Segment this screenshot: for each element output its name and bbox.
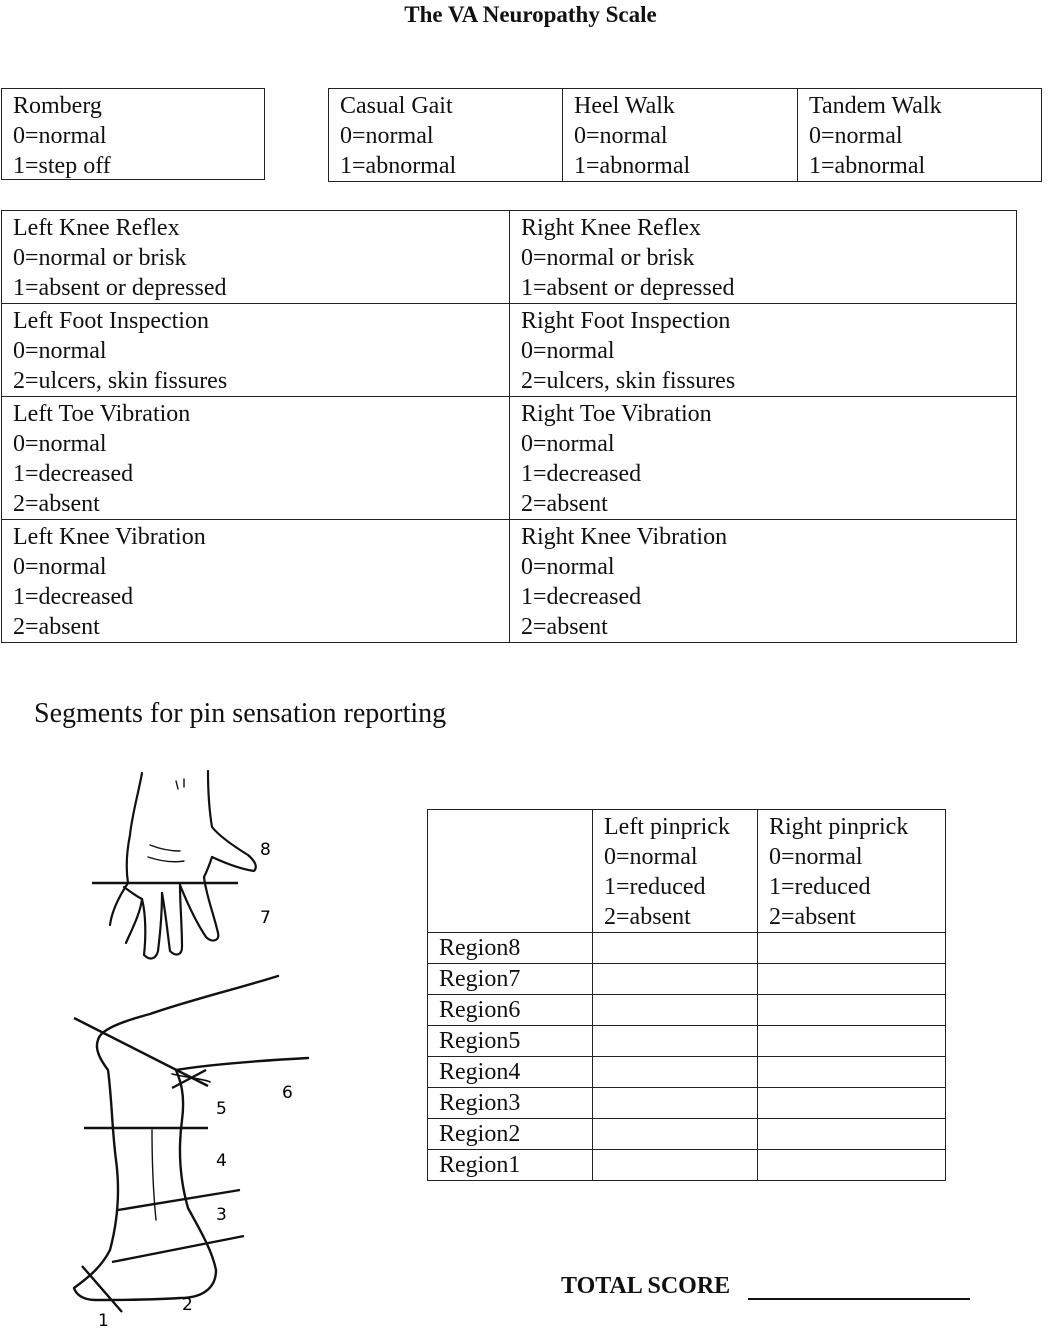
page-title: The VA Neuropathy Scale: [404, 2, 657, 27]
region-label: Region5: [428, 1026, 593, 1057]
item-option: 1=decreased: [13, 584, 134, 610]
left-pinprick-score-cell[interactable]: [593, 1088, 758, 1119]
romberg-option: 1=step off: [13, 153, 111, 179]
item-title: Right pinprick: [769, 814, 909, 840]
region-label: Region7: [428, 964, 593, 995]
leg-segment-label: 1: [98, 1311, 109, 1331]
table-row: [428, 1057, 946, 1088]
left-pinprick-score-cell[interactable]: [593, 964, 758, 995]
item-title: Left pinprick: [604, 814, 730, 840]
right-pinprick-score-cell[interactable]: [758, 1119, 946, 1150]
leg-segment-label: 6: [282, 1083, 293, 1103]
hand-segment-figure: [80, 765, 300, 965]
left-toe-vibration-cell: [2, 397, 510, 520]
pinprick-header-blank: [428, 810, 593, 933]
table-row: [428, 1026, 946, 1057]
item-title: Right Knee Vibration: [521, 524, 728, 550]
hand-segment-label: 8: [260, 840, 271, 860]
item-option: 1=decreased: [13, 461, 134, 487]
item-option: 2=absent: [521, 614, 608, 640]
region-label: Region6: [428, 995, 593, 1026]
table-row: [428, 1119, 946, 1150]
item-option: 0=normal: [13, 554, 107, 580]
right-foot-inspection-cell: [510, 304, 1017, 397]
left-knee-vibration-cell: [2, 520, 510, 643]
table-row: [428, 964, 946, 995]
table-row: [428, 1150, 946, 1181]
left-pinprick-score-cell[interactable]: [593, 1057, 758, 1088]
right-pinprick-score-cell[interactable]: [758, 964, 946, 995]
item-option: 0=normal: [13, 431, 107, 457]
item-option: 0=normal: [809, 123, 903, 149]
leg-segment-label: 2: [182, 1295, 193, 1315]
item-option: 0=normal: [521, 431, 615, 457]
item-option: 0=normal or brisk: [13, 245, 187, 271]
item-title: Right Knee Reflex: [521, 215, 701, 241]
left-pinprick-score-cell[interactable]: [593, 995, 758, 1026]
right-pinprick-score-cell[interactable]: [758, 933, 946, 964]
item-option: 2=absent: [521, 491, 608, 517]
left-foot-inspection-cell: [2, 304, 510, 397]
right-knee-reflex-cell: [510, 211, 1017, 304]
table-row: [428, 933, 946, 964]
item-option: 1=reduced: [769, 874, 871, 900]
table-row: [428, 1088, 946, 1119]
item-option: 0=normal: [574, 123, 668, 149]
romberg-title: Romberg: [13, 93, 102, 119]
casual-gait-cell: [329, 89, 563, 182]
item-option: 1=decreased: [521, 461, 642, 487]
region-label: Region3: [428, 1088, 593, 1119]
item-option: 1=decreased: [521, 584, 642, 610]
right-pinprick-score-cell[interactable]: [758, 1057, 946, 1088]
item-option: 1=absent or depressed: [521, 275, 735, 301]
hand-segment-label: 7: [260, 908, 271, 928]
item-option: 2=absent: [769, 904, 856, 930]
item-title: Right Foot Inspection: [521, 308, 731, 334]
tandem-walk-cell: [798, 89, 1042, 182]
item-option: 2=absent: [13, 491, 100, 517]
left-knee-reflex-cell: [2, 211, 510, 304]
romberg-box: [1, 88, 265, 180]
gait-table: [328, 88, 1042, 182]
item-option: 0=normal: [340, 123, 434, 149]
item-option: 2=absent: [13, 614, 100, 640]
item-title: Left Knee Reflex: [13, 215, 180, 241]
region-label: Region1: [428, 1150, 593, 1181]
item-option: 1=reduced: [604, 874, 706, 900]
item-option: 2=absent: [604, 904, 691, 930]
region-label: Region8: [428, 933, 593, 964]
right-pinprick-score-cell[interactable]: [758, 1150, 946, 1181]
leg-segment-label: 4: [216, 1151, 227, 1171]
left-pinprick-header: [593, 810, 758, 933]
item-title: Left Toe Vibration: [13, 401, 191, 427]
romberg-option: 0=normal: [13, 123, 107, 149]
item-title: Left Foot Inspection: [13, 308, 209, 334]
item-option: 1=absent or depressed: [13, 275, 227, 301]
right-pinprick-score-cell[interactable]: [758, 1088, 946, 1119]
item-option: 0=normal: [13, 338, 107, 364]
item-title: Casual Gait: [340, 93, 453, 119]
item-option: 2=ulcers, skin fissures: [13, 368, 228, 394]
item-option: 0=normal: [521, 554, 615, 580]
leg-segment-label: 5: [216, 1099, 227, 1119]
item-option: 1=abnormal: [809, 153, 926, 179]
item-title: Heel Walk: [574, 93, 675, 119]
table-row: [428, 995, 946, 1026]
item-option: 0=normal or brisk: [521, 245, 695, 271]
left-pinprick-score-cell[interactable]: [593, 1150, 758, 1181]
pin-section-label: Segments for pin sensation reporting: [34, 698, 447, 729]
left-pinprick-score-cell[interactable]: [593, 933, 758, 964]
right-toe-vibration-cell: [510, 397, 1017, 520]
region-label: Region2: [428, 1119, 593, 1150]
item-option: 1=abnormal: [574, 153, 691, 179]
item-title: Left Knee Vibration: [13, 524, 206, 550]
region-label: Region4: [428, 1057, 593, 1088]
total-score-field[interactable]: [748, 1298, 970, 1300]
total-score-label: TOTAL SCORE: [561, 1273, 731, 1299]
bilateral-exam-table: [1, 210, 1017, 643]
left-pinprick-score-cell[interactable]: [593, 1026, 758, 1057]
item-option: 2=ulcers, skin fissures: [521, 368, 736, 394]
item-option: 0=normal: [769, 844, 863, 870]
right-pinprick-score-cell[interactable]: [758, 995, 946, 1026]
item-option: 0=normal: [604, 844, 698, 870]
item-option: 1=abnormal: [340, 153, 457, 179]
heel-walk-cell: [563, 89, 798, 182]
leg-segment-label: 3: [216, 1205, 227, 1225]
item-title: Tandem Walk: [809, 93, 942, 119]
item-title: Right Toe Vibration: [521, 401, 712, 427]
leg-segment-figure: [60, 970, 320, 1335]
right-pinprick-score-cell[interactable]: [758, 1026, 946, 1057]
right-pinprick-header: [758, 810, 946, 933]
pinprick-table: [427, 809, 946, 1181]
left-pinprick-score-cell[interactable]: [593, 1119, 758, 1150]
right-knee-vibration-cell: [510, 520, 1017, 643]
item-option: 0=normal: [521, 338, 615, 364]
